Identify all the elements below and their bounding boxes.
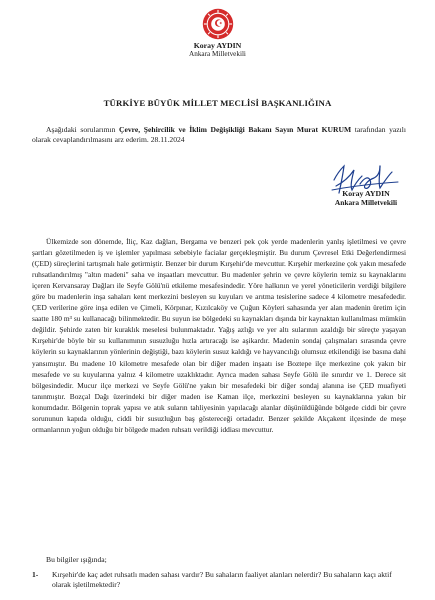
sender-name: Koray AYDIN xyxy=(193,41,242,50)
signature-name: Koray AYDIN xyxy=(342,189,390,198)
intro-paragraph xyxy=(32,125,406,146)
signature-role: Ankara Milletvekili xyxy=(334,198,398,207)
intro-text-before: Aşağıdaki sorularımın xyxy=(46,125,120,134)
document-heading: TÜRKİYE BÜYÜK MİLLET MECLİSİ BAŞKANLIĞINA xyxy=(103,98,332,108)
questions-lead: Bu bilgiler ışığında; xyxy=(46,555,107,564)
intro-addressee: Çevre, Şehircilik ve İklim Değişikliği Bakanı Sayın Murat KURUM xyxy=(119,125,352,134)
question-text: Kırşehir'de kaç adet ruhsatlı maden sahası vardır? Bu sahaların faaliyet alanları nelerdir? Bu sahaların kaçı aktif olarak işletilmektedir? xyxy=(52,570,392,590)
tbmm-emblem-icon xyxy=(202,8,234,40)
intro-text-after: tarafından yazılı olarak cevaplandırılmasını arz ederim. 28.11.2024 xyxy=(32,125,406,145)
question-item xyxy=(32,570,406,591)
body-paragraph: Ülkemizde son dönemde, İliç, Kaz dağları, Bergama ve benzeri pek çok yerde madenlerin yanlış işletilmesi ve çevre şartları gözetilmeden iş ve işlemler yapılması sebebiyle facialar gerçekleşmiştir. Bu durum Çevresel Etki Değerlendirmesi (ÇED) süreçlerini tartışmalı hale getirmiştir. Benzer bir durum Kırşehir'de mevcuttur. Kırşehir merkezine çok yakın mesafede ruhsatlandırılmış "altın madeni" saha ve inşaatları mevcuttur. Bu madenler şehrin ve çevre köylerin temiz su kaynaklarını içeren Kervansaray Dağları ile Seyfe Gölü'nü etkileme mesafesindedir. Yöre halkının ve yerel yöneticilerin verdiği bilgilere göre bu madenlerin inşa sahaları kent merkezini besleyen su kuyuları ve arıtma tesislerine sadece 4 kilometre mesafededir. ÇED verilerine göre inşa edilen ve Çimeli, Körpınar, Kızılcaköy ve Çuğun Köyleri sahasında yer alan madenin üretim için saatte 180 m³ su kullanacağı bilinmektedir. Bu suyun ise bölgedeki su kaynakları dışında bir kaynaktan kullanılması mümkün değildir. Şehirde zaten bir kuraklık meselesi bulunmaktadır. Yağış azlığı ve yer altı sularının azaldığı bir süreçte yaşayan Kırşehir'de böyle bir su kullanımının susuzluğu hızla artıracağı ise aşikardır. Madenin sondaj çalışmaları sırasında çevre köylerin su kaynaklarının yönlerinin değiştiği, bazı köylerin susuz kaldığı ve hayvancılığı olumsuz etkilendiği ise basına dahi yansımıştır. Bu madene 10 kilometre mesafede olan bir diğer maden inşaatı ise Boztepe ilçe merkezine çok yakın bir mesafede ve su kuyularına yalnız 4 kilometre uzaklıktadır. Ayrıca maden sahası Seyfe Gölü ile sınırdır ve 1. Derece sit bölgesindedir. Mucur ilçe merkezi ve Seyfe Gölü'ne yakın bir mesafedeki bir diğer sondaj alanına ise ÇED muafiyeti tanınmıştır. Bozçal Dağı üzerindeki bir diğer maden ise Kaman ilçe, merkezini besleyen su kaynaklarına yakın bir konumdadır. Bölgenin toprak yapısı ve atık suların tahliyesinin yapılacağı alanlar düşünüldüğünde bölgede ciddi bir çevre sorununun kapıda olduğu, ciddi bir susuzluğun baş göstereceği ortadadır. Benzer şekilde Akçakent ilçesinde de meşe ormanlarının yoğun olduğu bir bölgede maden ruhsatı verildiği iddiası mevcuttur. xyxy=(32,237,406,434)
sender-role: Ankara Milletvekili xyxy=(189,50,246,58)
question-number: 1- xyxy=(32,570,39,579)
